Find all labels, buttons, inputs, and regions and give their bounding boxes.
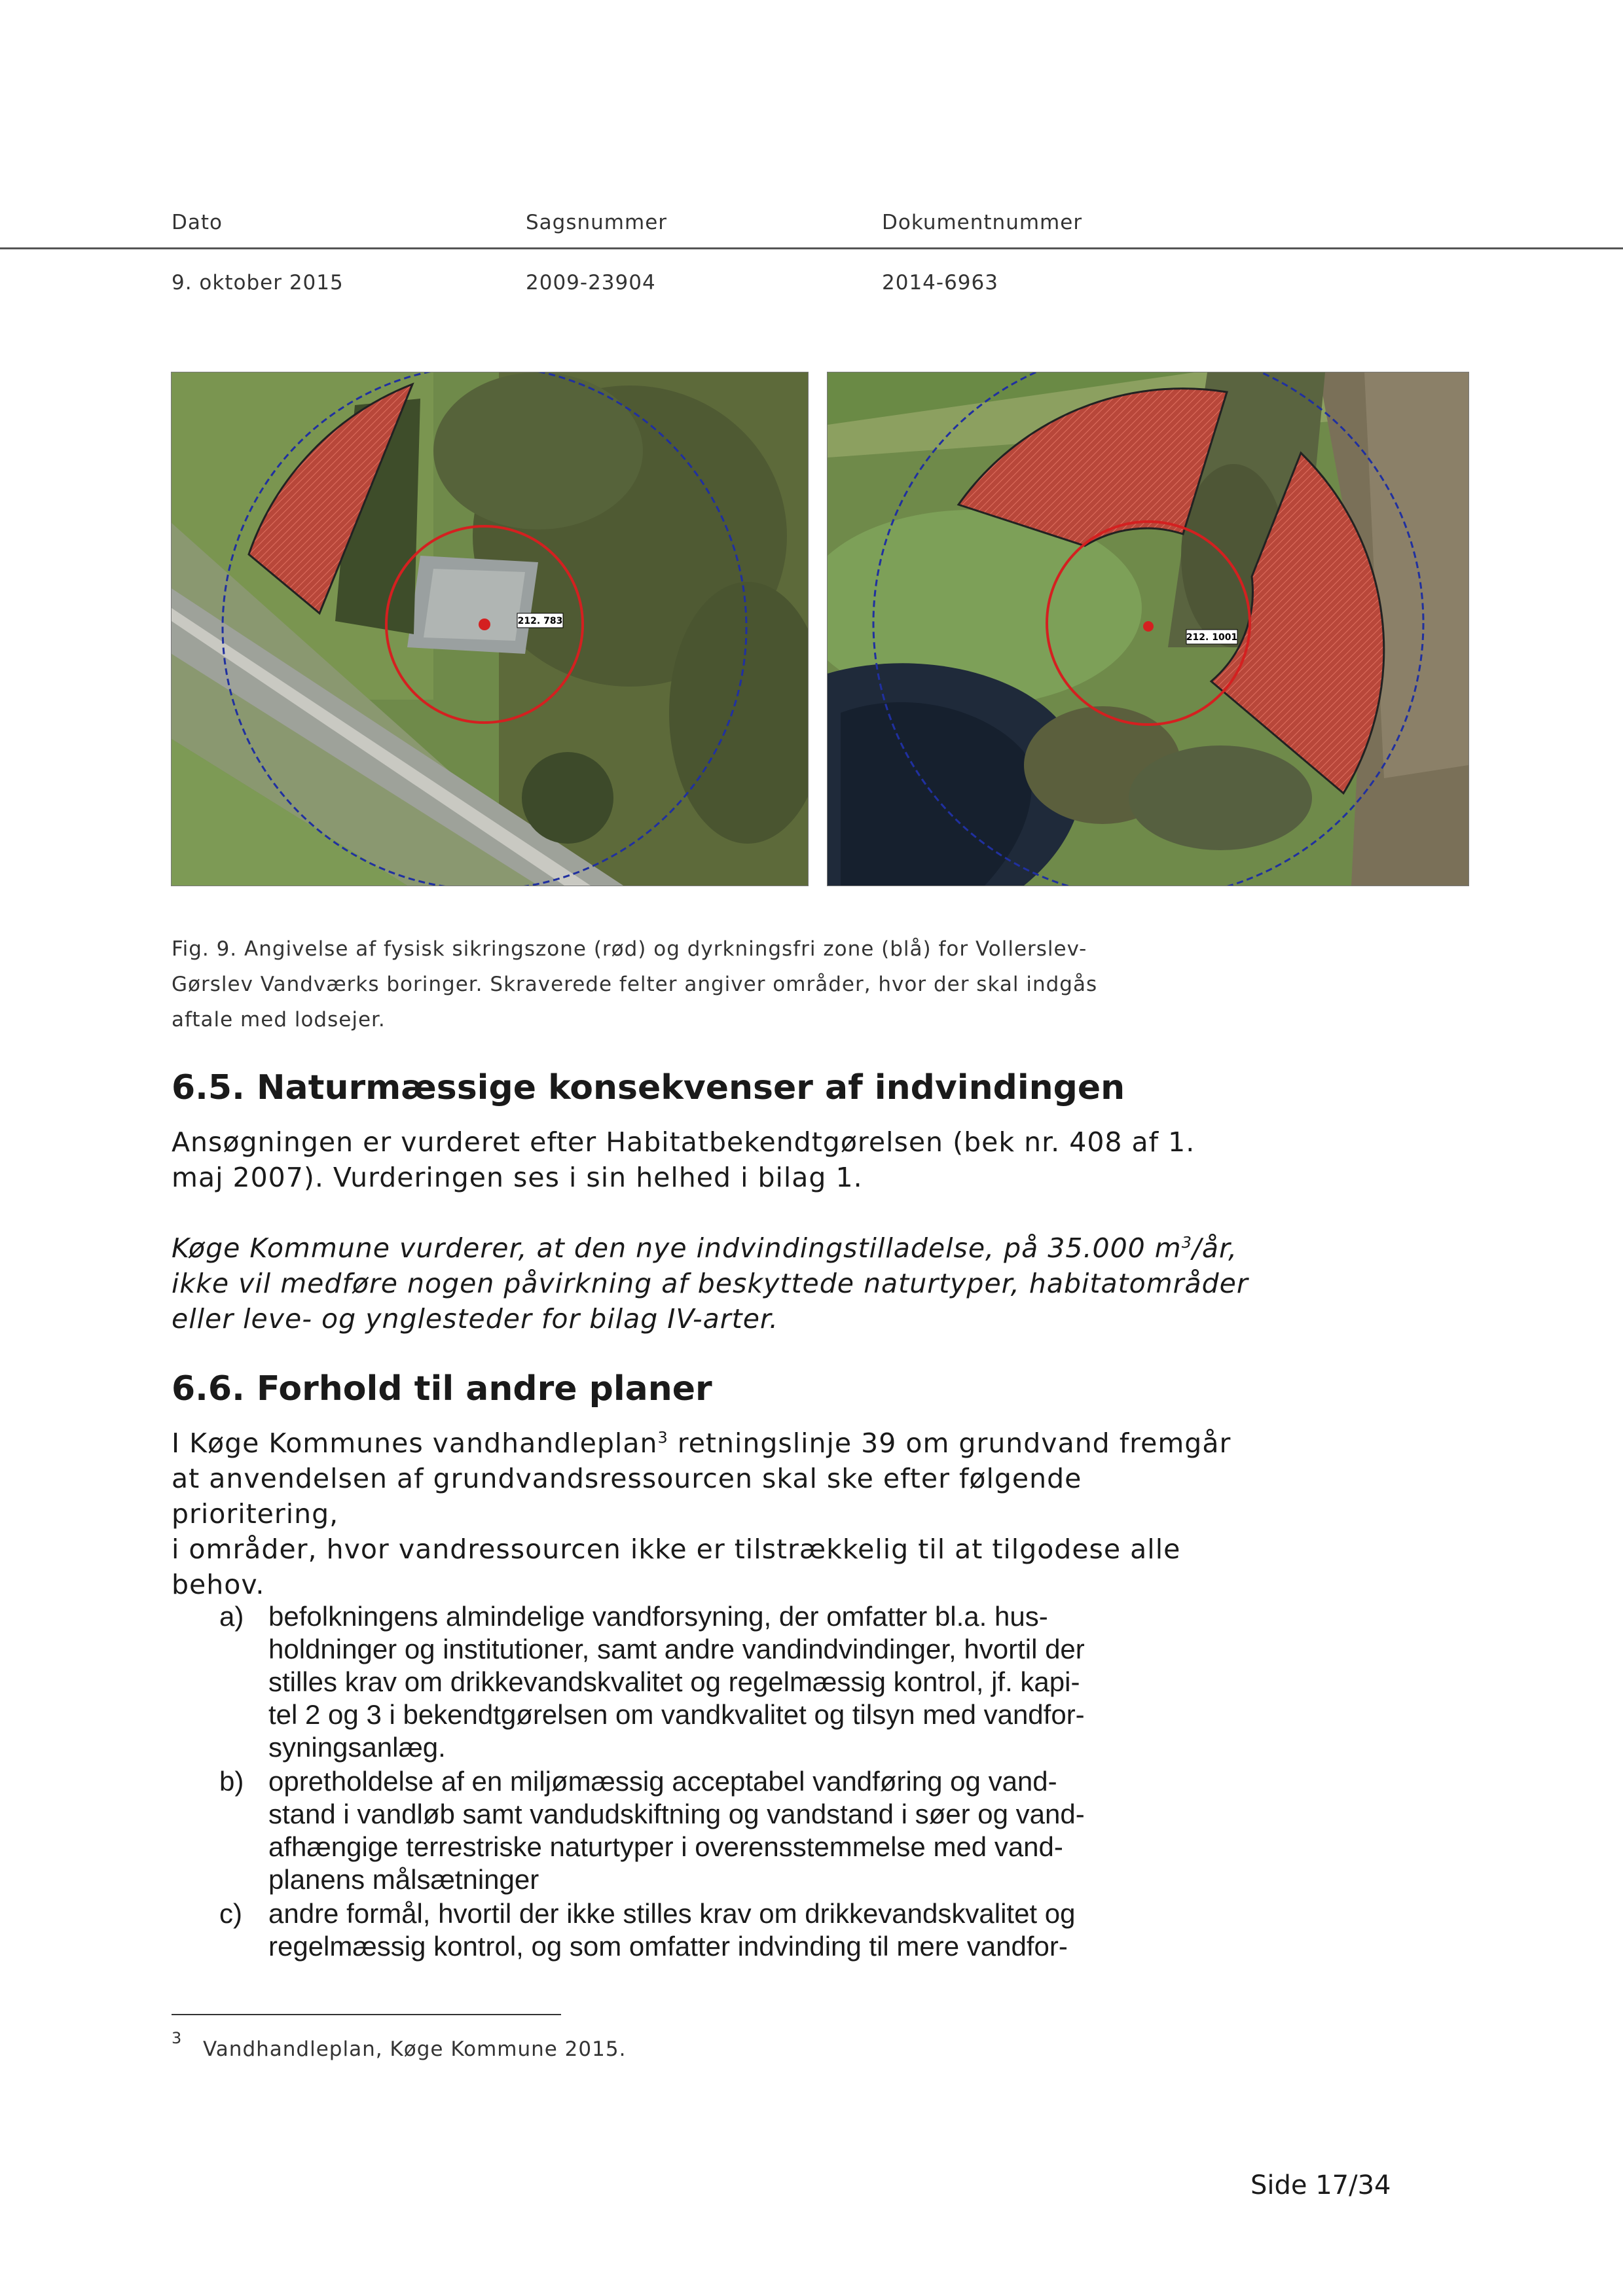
section-6-5-assessment [172,1230,1252,1336]
list-marker: c) [219,1898,242,1929]
header-case-number: 2009-23904 [526,271,656,295]
list-text: andre formål, hvortil der ikke stilles krav om drikkevandskvalitet og regelmæssig kontrol, og som omfatter indvinding til mere vandfor- [268,1898,1076,1962]
list-marker: a) [219,1601,244,1632]
well-label-left: 212. 783 [517,616,563,626]
paragraph-line: maj 2007). Vurderingen ses i sin helhed i bilag 1. [172,1162,863,1193]
footnote-text: Vandhandleplan, Køge Kommune 2015. [203,2037,627,2061]
assessment-line: ikke vil medføre nogen påvirkning af beskyttede naturtyper, habitatområder [172,1268,1249,1299]
list-text: befolkningens almindelige vandforsyning, der omfatter bl.a. hus- holdninger og institutioner, samt andre vandindvindinger, hvortil der stilles krav om drikkevandskvalitet og regelmæssig kontrol, jf. kapi- tel 2 og 3 i bekendtgørelsen om vandkvalitet og tilsyn med vandfor- syningsanlæg. [268,1601,1085,1763]
header-label-document-number: Dokumentnummer [882,211,1083,234]
well-label-right: 212. 1001 [1186,632,1238,643]
paragraph-line: at anvendelsen af grundvandsressourcen skal ske efter følgende prioritering, [172,1463,1082,1530]
footnote-reference[interactable]: 3 [657,1428,668,1447]
section-heading-6-5: 6.5. Naturmæssige konsekvenser af indvindingen [172,1068,1125,1107]
footnote-number: 3 [172,2029,183,2047]
header-date: 9. oktober 2015 [172,271,344,295]
figure-caption [172,931,1285,1037]
paragraph-text: I Køge Kommunes vandhandleplan [172,1427,658,1459]
aerial-photo-left [171,372,809,886]
aerial-map-left [172,372,808,886]
assessment-text: /år, [1192,1232,1238,1264]
footnote-divider [172,2014,561,2015]
section-6-6-paragraph [172,1426,1252,1602]
list-marker: b) [219,1766,244,1797]
page-number: Side 17/34 [1250,2170,1391,2200]
header-label-date: Dato [172,211,223,234]
section-6-5-paragraph [172,1124,1219,1195]
assessment-line: eller leve- og ynglesteder for bilag IV-arter. [172,1303,779,1335]
paragraph-text: retningslinje 39 om grundvand fremgår [668,1427,1231,1459]
list-text: opretholdelse af en miljømæssig acceptabel vandføring og vand- stand i vandløb samt vandudskiftning og vandstand i søer og vand- afhængige terrestriske naturtyper i overensstemmelse med vand- planens målsætninger [268,1766,1085,1895]
figure-caption-line: Fig. 9. Angivelse af fysisk sikringszone (rød) og dyrkningsfri zone (blå) for Vollerslev- [172,937,1087,961]
figure-caption-line: Gørslev Vandværks boringer. Skraverede felter angiver områder, hvor der skal indgås [172,973,1098,996]
assessment-line [172,1230,1252,1266]
aerial-map-right [828,372,1468,886]
paragraph-line: Ansøgningen er vurderet efter Habitatbekendtgørelsen (bek nr. 408 af 1. [172,1126,1195,1158]
section-heading-6-6: 6.6. Forhold til andre planer [172,1369,712,1408]
assessment-text: Køge Kommune vurderer, at den nye indvindingstilladelse, på 35.000 m [172,1232,1182,1264]
header-document-number: 2014-6963 [882,271,998,295]
paragraph-line: i områder, hvor vandressourcen ikke er tilstrækkelig til at tilgodese alle [172,1534,1181,1565]
figure-caption-line: aftale med lodsejer. [172,1008,386,1031]
superscript: 3 [1181,1233,1193,1252]
paragraph-line: behov. [172,1569,265,1600]
header-divider [0,247,1623,249]
header-label-case-number: Sagsnummer [526,211,668,234]
aerial-photo-right [827,372,1469,886]
paragraph-line [172,1426,1252,1461]
